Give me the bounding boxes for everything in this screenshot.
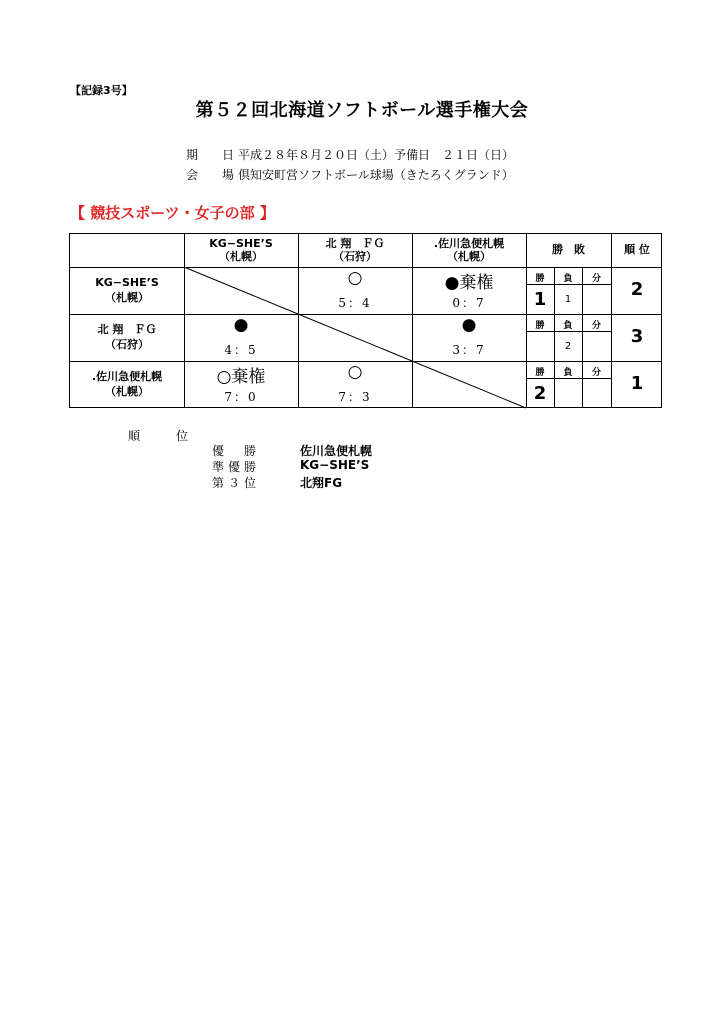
- row1-team-name: KG−SHE’S: [95, 276, 159, 289]
- header-team3: [412, 237, 526, 263]
- result-2-label: 準優勝: [212, 460, 261, 474]
- result-1-team: 佐川急便札幌: [300, 444, 373, 458]
- header-team3-region: （札幌）: [447, 250, 491, 263]
- row2-team: [70, 322, 184, 352]
- row1-losses: 1: [564, 294, 572, 305]
- row1-vs-team3-score: 0：7: [452, 296, 486, 310]
- diagonal-line: [298, 314, 412, 361]
- row2-draw-header: 分: [591, 321, 601, 331]
- row2-win-header: 勝: [535, 321, 545, 331]
- row3-vs-team1-mark: ○棄権: [216, 367, 266, 387]
- row3-team: [70, 369, 184, 399]
- row3-wins: 2: [533, 383, 547, 404]
- header-team1-region: （札幌）: [219, 250, 263, 263]
- page-title: 第５２回北海道ソフトボール選手権大会: [195, 100, 529, 121]
- header-team2: [298, 237, 412, 263]
- row3-vs-team1-score: 7：0: [224, 390, 258, 404]
- row3-vs-team2-mark: ○: [347, 362, 363, 382]
- diagonal-line: [412, 361, 526, 408]
- row1-team-region: （札幌）: [105, 291, 149, 304]
- row1-vs-team2-score: 5：4: [338, 296, 372, 310]
- result-1-label: 優 勝: [212, 444, 261, 458]
- venue-value: 倶知安町営ソフトボール球場（きたろくグランド）: [238, 168, 514, 182]
- row2-team-region: （石狩）: [105, 338, 149, 351]
- row3-vs-team2-score: 7：3: [338, 390, 372, 404]
- row3-loss-header: 負: [563, 368, 573, 378]
- results-heading: 順 位: [128, 429, 201, 443]
- row2-vs-team3-mark: ●: [461, 315, 477, 335]
- row3-team-region: （札幌）: [105, 385, 149, 398]
- header-team2-name: 北 翔 ＦＧ: [325, 237, 385, 250]
- record-label: 【記録3号】: [70, 84, 133, 97]
- row3-draw-header: 分: [591, 368, 601, 378]
- row2-vs-team1-score: 4：5: [224, 343, 258, 357]
- venue-label: 会 場: [186, 168, 241, 182]
- row1-loss-header: 負: [563, 274, 573, 284]
- result-2-team: KG−SHE’S: [300, 458, 370, 472]
- row2-team-name: 北 翔 ＦＧ: [97, 323, 157, 336]
- info-date-row: [186, 146, 514, 163]
- row1-vs-team2-mark: ○: [347, 268, 363, 288]
- info-venue-row: [186, 166, 514, 183]
- row2-vs-team1-mark: ●: [233, 315, 249, 335]
- header-team3-name: .佐川急便札幌: [433, 237, 505, 250]
- row1-rank: 2: [630, 279, 644, 300]
- row2-loss-header: 負: [563, 321, 573, 331]
- row1-vs-team3-mark: ●棄権: [444, 273, 494, 293]
- section-title: 【 競技スポーツ・女子の部 】: [70, 204, 275, 222]
- league-table: [69, 233, 662, 408]
- result-3-label: 第３位: [212, 476, 261, 490]
- row3-rank: 1: [630, 373, 644, 394]
- row2-vs-team3-score: 3：7: [452, 343, 486, 357]
- header-record: 勝 敗: [552, 243, 585, 256]
- row1-draw-header: 分: [591, 274, 601, 284]
- row1-wins: 1: [533, 289, 547, 310]
- row2-rank: 3: [630, 326, 644, 347]
- date-label: 期 日: [186, 148, 241, 162]
- header-team1: [184, 237, 298, 263]
- row1-team: [70, 275, 184, 305]
- row2-losses: 2: [564, 341, 572, 352]
- date-value: 平成２８年８月２０日（土）予備日 ２１日（日）: [238, 148, 515, 162]
- header-team2-region: （石狩）: [333, 250, 377, 263]
- row3-team-name: .佐川急便札幌: [91, 370, 163, 383]
- header-team1-name: KG−SHE’S: [209, 237, 273, 250]
- header-rank: 順 位: [624, 243, 650, 256]
- row1-win-header: 勝: [535, 274, 545, 284]
- row3-win-header: 勝: [535, 368, 545, 378]
- result-3-team: 北翔FG: [300, 476, 343, 490]
- diagonal-line: [184, 267, 298, 314]
